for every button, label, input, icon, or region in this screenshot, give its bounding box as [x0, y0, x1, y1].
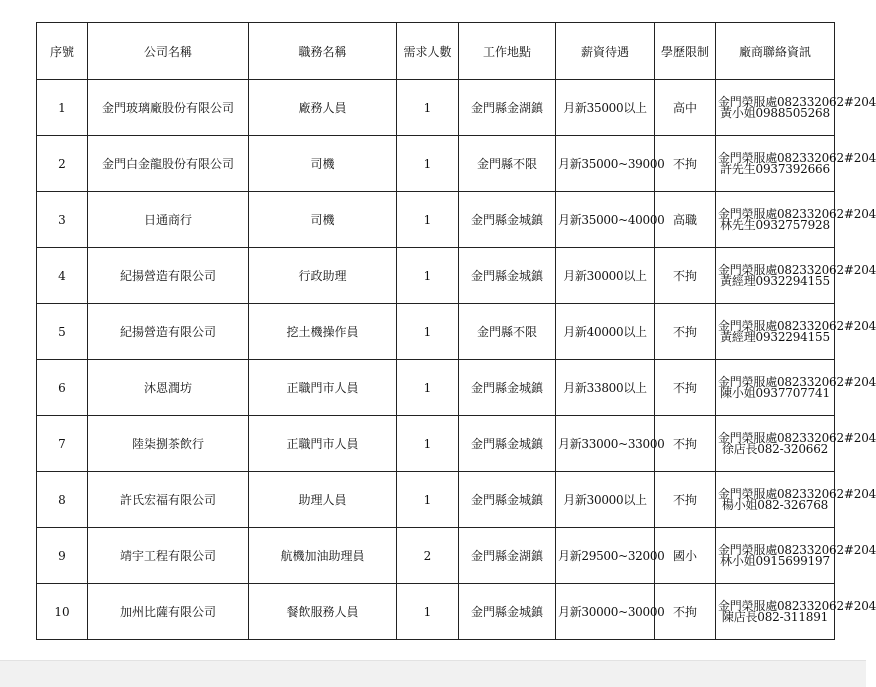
table-row [37, 360, 835, 416]
table-row [37, 192, 835, 248]
cell-job: 助理人員 [249, 472, 397, 528]
cell-company: 加州比薩有限公司 [88, 584, 249, 640]
cell-job: 正職門市人員 [249, 360, 397, 416]
cell-company: 陸柒捌茶飲行 [88, 416, 249, 472]
contact-person: 許先生0937392666 [720, 161, 830, 176]
contact-office: 金門榮服處082332062#204 [718, 318, 876, 333]
contact-office: 金門榮服處082332062#204 [718, 598, 876, 613]
cell-contact [716, 528, 876, 584]
cell-education: 不拘 [655, 472, 716, 528]
contact-person: 黃小姐0988505268 [720, 105, 830, 120]
cell-no: 6 [37, 360, 88, 416]
table-row [37, 472, 835, 528]
cell-salary: 月新33000~33000 [556, 416, 655, 472]
cell-salary: 月新35000~39000 [556, 136, 655, 192]
cell-count: 1 [397, 416, 459, 472]
cell-no: 1 [37, 80, 88, 136]
cell-education: 不拘 [655, 360, 716, 416]
cell-company: 紀揚營造有限公司 [88, 304, 249, 360]
cell-no: 10 [37, 584, 88, 640]
cell-count: 1 [397, 80, 459, 136]
cell-contact [716, 304, 876, 360]
cell-salary: 月新29500~32000 [556, 528, 655, 584]
header-contact: 廠商聯絡資訊 [716, 23, 835, 80]
cell-location: 金門縣金城鎮 [459, 472, 556, 528]
cell-count: 1 [397, 304, 459, 360]
cell-education: 不拘 [655, 136, 716, 192]
contact-person: 陳小姐0937707741 [720, 385, 830, 400]
cell-job: 餐飲服務人員 [249, 584, 397, 640]
cell-salary: 月新35000~40000 [556, 192, 655, 248]
cell-contact [716, 416, 876, 472]
cell-job: 廠務人員 [249, 80, 397, 136]
cell-location: 金門縣金城鎮 [459, 248, 556, 304]
contact-office: 金門榮服處082332062#204 [718, 486, 876, 501]
header-salary: 薪資待遇 [556, 23, 655, 80]
cell-location: 金門縣金城鎮 [459, 360, 556, 416]
cell-count: 1 [397, 192, 459, 248]
cell-count: 1 [397, 584, 459, 640]
cell-no: 2 [37, 136, 88, 192]
cell-job: 航機加油助理員 [249, 528, 397, 584]
cell-education: 高職 [655, 192, 716, 248]
header-no: 序號 [37, 23, 88, 80]
cell-no: 3 [37, 192, 88, 248]
cell-count: 1 [397, 360, 459, 416]
contact-office: 金門榮服處082332062#204 [718, 374, 876, 389]
cell-location: 金門縣金城鎮 [459, 584, 556, 640]
cell-job: 正職門市人員 [249, 416, 397, 472]
cell-count: 1 [397, 472, 459, 528]
contact-person: 黃經理0932294155 [720, 273, 830, 288]
cell-company: 日通商行 [88, 192, 249, 248]
cell-education: 高中 [655, 80, 716, 136]
cell-no: 9 [37, 528, 88, 584]
table-row [37, 584, 835, 640]
cell-salary: 月新35000以上 [556, 80, 655, 136]
cell-contact [716, 472, 876, 528]
contact-person: 徐店長082-320662 [721, 441, 829, 456]
table-header-row [37, 23, 835, 80]
cell-contact [716, 584, 876, 640]
cell-salary: 月新40000以上 [556, 304, 655, 360]
contact-person: 林小姐0915699197 [720, 553, 830, 568]
cell-location: 金門縣不限 [459, 136, 556, 192]
cell-education: 不拘 [655, 304, 716, 360]
cell-job: 行政助理 [249, 248, 397, 304]
contact-office: 金門榮服處082332062#204 [718, 206, 876, 221]
contact-office: 金門榮服處082332062#204 [718, 94, 876, 109]
contact-person: 楊小姐082-326768 [721, 497, 829, 512]
cell-contact [716, 360, 876, 416]
table-row [37, 528, 835, 584]
header-education: 學歷限制 [655, 23, 716, 80]
cell-salary: 月新30000以上 [556, 248, 655, 304]
cell-salary: 月新30000~30000 [556, 584, 655, 640]
cell-education: 不拘 [655, 416, 716, 472]
cell-count: 2 [397, 528, 459, 584]
cell-education: 不拘 [655, 584, 716, 640]
table-row [37, 136, 835, 192]
cell-salary: 月新30000以上 [556, 472, 655, 528]
contact-person: 林先生0932757928 [720, 217, 830, 232]
cell-job: 司機 [249, 192, 397, 248]
contact-office: 金門榮服處082332062#204 [718, 262, 876, 277]
cell-count: 1 [397, 248, 459, 304]
cell-job: 司機 [249, 136, 397, 192]
cell-location: 金門縣金湖鎮 [459, 528, 556, 584]
viewer-bottom-strip [0, 660, 866, 687]
header-location: 工作地點 [459, 23, 556, 80]
table-row [37, 416, 835, 472]
cell-no: 7 [37, 416, 88, 472]
header-count: 需求人數 [397, 23, 459, 80]
cell-company: 靖宇工程有限公司 [88, 528, 249, 584]
cell-contact [716, 248, 876, 304]
cell-salary: 月新33800以上 [556, 360, 655, 416]
contact-person: 陳店長082-311891 [721, 609, 829, 624]
header-job: 職務名稱 [249, 23, 397, 80]
cell-company: 金門白金龍股份有限公司 [88, 136, 249, 192]
contact-person: 黃經理0932294155 [720, 329, 830, 344]
contact-office: 金門榮服處082332062#204 [718, 542, 876, 557]
cell-count: 1 [397, 136, 459, 192]
cell-education: 國小 [655, 528, 716, 584]
contact-office: 金門榮服處082332062#204 [718, 150, 876, 165]
cell-job: 挖土機操作員 [249, 304, 397, 360]
contact-office: 金門榮服處082332062#204 [718, 430, 876, 445]
cell-education: 不拘 [655, 248, 716, 304]
cell-company: 紀揚營造有限公司 [88, 248, 249, 304]
cell-location: 金門縣金城鎮 [459, 192, 556, 248]
cell-company: 沐恩潤坊 [88, 360, 249, 416]
cell-no: 8 [37, 472, 88, 528]
cell-contact [716, 80, 876, 136]
cell-location: 金門縣金湖鎮 [459, 80, 556, 136]
cell-no: 4 [37, 248, 88, 304]
job-listing-table [36, 22, 876, 640]
cell-location: 金門縣金城鎮 [459, 416, 556, 472]
table-row [37, 248, 835, 304]
header-company: 公司名稱 [88, 23, 249, 80]
table-row [37, 304, 835, 360]
cell-no: 5 [37, 304, 88, 360]
cell-contact [716, 192, 876, 248]
cell-location: 金門縣不限 [459, 304, 556, 360]
table-row [37, 80, 835, 136]
table-body [37, 80, 876, 640]
cell-company: 許氏宏福有限公司 [88, 472, 249, 528]
cell-contact [716, 136, 876, 192]
cell-company: 金門玻璃廠股份有限公司 [88, 80, 249, 136]
